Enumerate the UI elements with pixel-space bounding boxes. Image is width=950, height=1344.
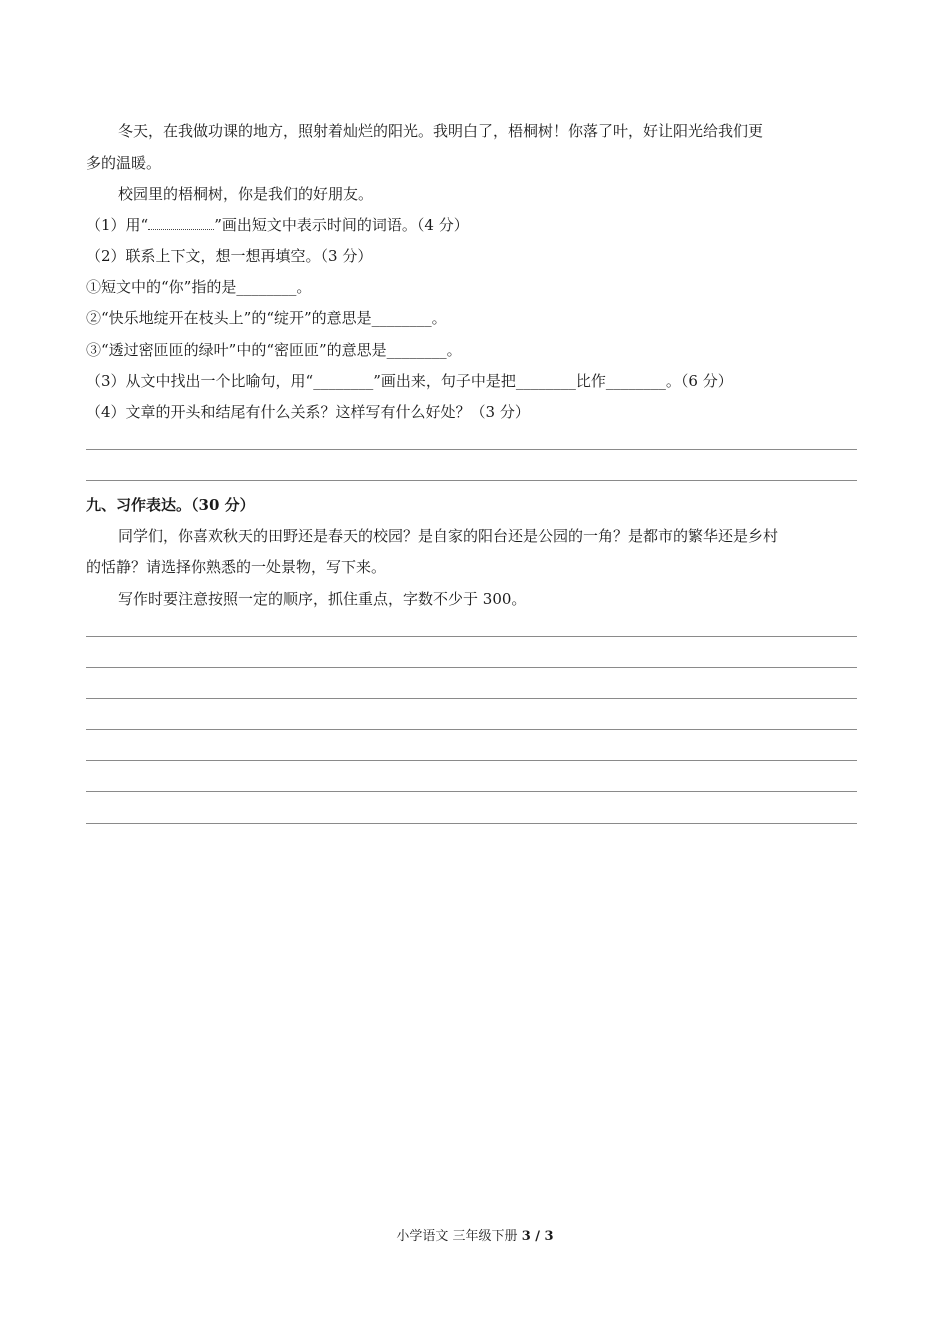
question-1-suffix: ”画出短文中表示时间的词语。（4 分） (214, 216, 469, 234)
answer-line[interactable] (86, 449, 857, 450)
footer-label: 小学语文 三年级下册 (396, 1229, 518, 1244)
question-2: （2）联系上下文，想一想再填空。（3 分） (86, 247, 373, 265)
writing-line[interactable] (86, 760, 857, 761)
writing-line[interactable] (86, 823, 857, 824)
page-number: 3 / 3 (521, 1229, 554, 1244)
section-9-requirement: 写作时要注意按照一定的顺序，抓住重点，字数不少于 300。 (118, 590, 527, 608)
answer-line[interactable] (86, 480, 857, 481)
passage-paragraph-line: 冬天，在我做功课的地方，照射着灿烂的阳光。我明白了，梧桐树！你落了叶，好让阳光给我们更 (118, 122, 764, 140)
writing-line[interactable] (86, 791, 857, 792)
passage-paragraph-line: 校园里的梧桐树，你是我们的好朋友。 (118, 185, 374, 203)
wavy-underline-sample (148, 215, 214, 230)
passage-paragraph-line: 多的温暖。 (86, 154, 162, 172)
question-1-prefix: （1）用“ (86, 216, 149, 234)
section-9-prompt-line: 同学们，你喜欢秋天的田野还是春天的校园？是自家的阳台还是公园的一角？是都市的繁华还是乡村 (118, 527, 779, 545)
question-1 (86, 215, 469, 235)
question-2-a: ①短文中的“你”指的是________。 (86, 278, 312, 296)
page-footer (0, 1228, 950, 1246)
writing-line[interactable] (86, 698, 857, 699)
writing-line[interactable] (86, 636, 857, 637)
question-2-b: ②“快乐地绽开在枝头上”的“绽开”的意思是________。 (86, 309, 447, 327)
section-9-prompt-line: 的恬静？请选择你熟悉的一处景物，写下来。 (86, 558, 387, 576)
writing-line[interactable] (86, 667, 857, 668)
question-3: （3）从文中找出一个比喻句，用“________”画出来，句子中是把________比作________。（6 分） (86, 372, 733, 390)
section-9-heading: 九、习作表达。（30 分） (86, 496, 255, 514)
writing-line[interactable] (86, 729, 857, 730)
question-4: （4）文章的开头和结尾有什么关系？这样写有什么好处？（3 分） (86, 403, 530, 421)
question-2-c: ③“透过密匝匝的绿叶”中的“密匝匝”的意思是________。 (86, 341, 462, 359)
